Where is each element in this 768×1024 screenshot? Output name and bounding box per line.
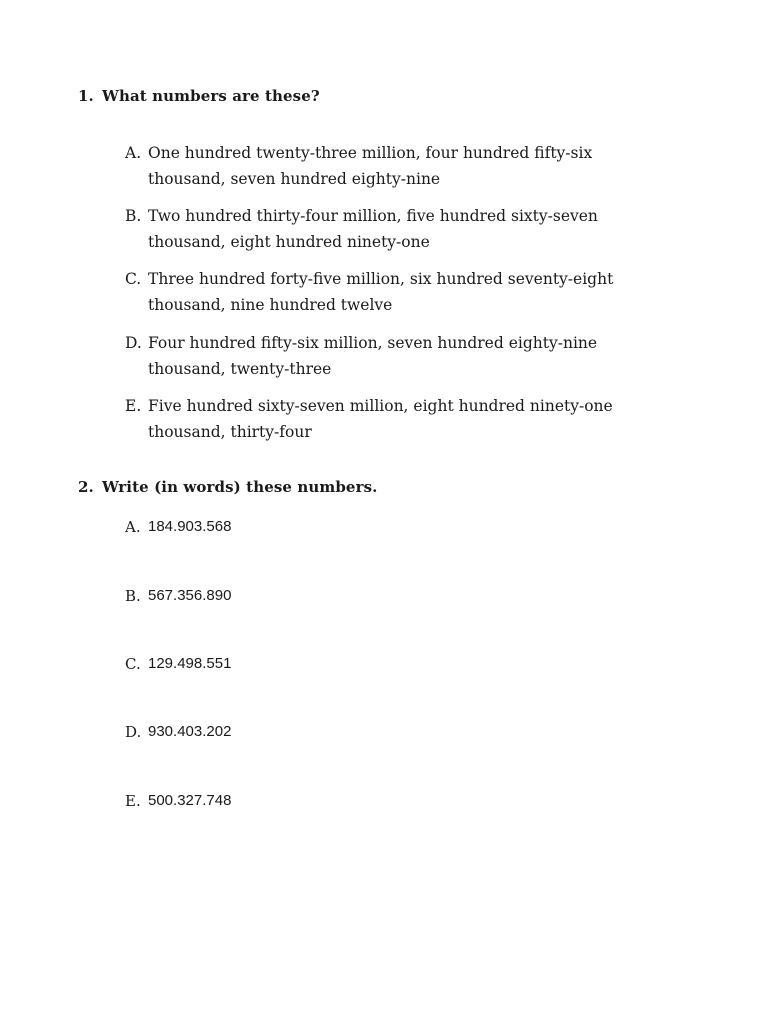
- q1-option-d: [125, 330, 645, 382]
- option-letter: A.: [125, 144, 142, 162]
- q1-option-c: [125, 266, 645, 318]
- option-letter: D.: [125, 334, 142, 352]
- q2-option-d: [125, 722, 231, 742]
- q2-option-b: [125, 586, 231, 606]
- option-text: Two hundred thirty-four million, five hundred sixty-seven thousand, eight hundred ninety-one: [148, 207, 598, 251]
- question-prompt: Write (in words) these numbers.: [102, 478, 378, 496]
- question-2-heading: [78, 477, 698, 497]
- question-2: [78, 477, 698, 497]
- question-1-heading: [78, 86, 698, 106]
- option-letter: E.: [125, 397, 142, 415]
- option-number: 567.356.890: [148, 587, 232, 604]
- q1-option-b: [125, 203, 645, 255]
- q2-option-a: [125, 517, 231, 537]
- question-1: [78, 86, 698, 106]
- question-number: 1.: [78, 87, 94, 105]
- option-text: Five hundred sixty-seven million, eight hundred ninety-one thousand, thirty-four: [148, 397, 613, 441]
- option-letter: E.: [125, 792, 141, 810]
- option-letter: C.: [125, 655, 141, 673]
- option-number: 500.327.748: [148, 792, 232, 809]
- option-number: 184.903.568: [148, 518, 232, 535]
- question-prompt: What numbers are these?: [102, 87, 320, 105]
- option-number: 930.403.202: [148, 723, 232, 740]
- option-text: Four hundred fifty-six million, seven hundred eighty-nine thousand, twenty-three: [148, 334, 598, 378]
- q1-option-e: [125, 393, 645, 445]
- option-text: Three hundred forty-five million, six hundred seventy-eight thousand, nine hundred twelve: [148, 270, 614, 314]
- option-number: 129.498.551: [148, 655, 232, 672]
- option-letter: C.: [125, 270, 142, 288]
- q2-option-c: [125, 654, 231, 674]
- option-letter: B.: [125, 587, 141, 605]
- q1-option-a: [125, 140, 645, 192]
- option-letter: B.: [125, 207, 142, 225]
- option-text: One hundred twenty-three million, four hundred fifty-six thousand, seven hundred eighty-nine: [148, 144, 593, 188]
- question-number: 2.: [78, 478, 94, 496]
- option-letter: A.: [125, 518, 141, 536]
- q2-option-e: [125, 791, 231, 811]
- option-letter: D.: [125, 723, 142, 741]
